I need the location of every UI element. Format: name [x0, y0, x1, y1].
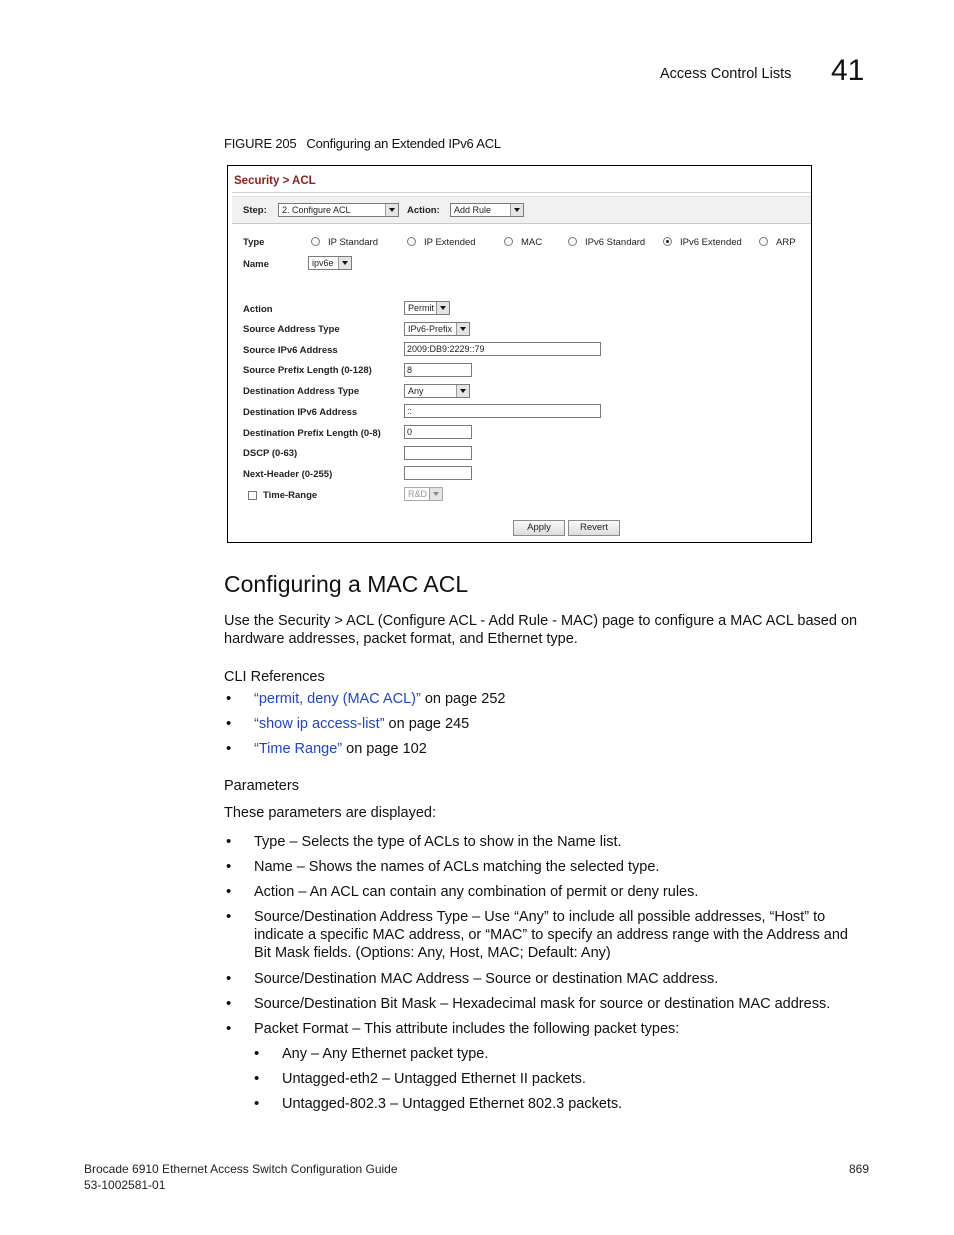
time-range-select[interactable] [404, 487, 443, 501]
dscp-input[interactable] [404, 446, 472, 460]
type-option-label: IP Extended [424, 237, 476, 248]
source-ipv6-input[interactable]: 2009:DB9:2229::79 [404, 342, 601, 356]
bullet: • [226, 995, 232, 1012]
breadcrumb: Security > ACL [234, 175, 316, 187]
param-desc: – Shows the names of ACLs matching the selected type. [292, 859, 660, 875]
step-select[interactable] [278, 203, 399, 217]
rule-action-value: Permit [408, 303, 435, 313]
param-text [254, 883, 860, 901]
revert-button[interactable]: Revert [568, 520, 620, 536]
bullet: • [226, 908, 232, 925]
packet-type-desc: – Untagged Ethernet 802.3 packets. [386, 1096, 623, 1112]
parameters-intro: These parameters are displayed: [224, 805, 436, 821]
type-option-label: IP Standard [328, 237, 379, 248]
bullet: • [226, 833, 232, 850]
cli-ref-page: on page 252 [420, 691, 506, 707]
param-text [254, 908, 860, 962]
time-range-checkbox[interactable] [248, 491, 257, 500]
cli-ref-link[interactable]: “Time Range” [254, 741, 343, 757]
destination-ipv6-input[interactable]: :: [404, 404, 601, 418]
type-radio-arp[interactable] [759, 237, 768, 246]
bullet: • [254, 1070, 260, 1087]
bullet: • [226, 883, 232, 900]
param-term: Source/Destination Address Type [254, 909, 469, 925]
param-term: Type [254, 834, 286, 850]
chapter-number: 41 [831, 54, 865, 87]
parameters-heading: Parameters [224, 778, 299, 794]
bullet: • [226, 858, 232, 875]
param-desc: – Selects the type of ACLs to show in the Name list. [285, 834, 622, 850]
footer-doc-number: 53-1002581-01 [84, 1178, 166, 1192]
field-label-source-ipv6: Source IPv6 Address [243, 345, 338, 356]
footer-doc-title: Brocade 6910 Ethernet Access Switch Configuration Guide [84, 1162, 398, 1176]
bullet: • [226, 740, 232, 757]
bullet: • [226, 715, 232, 732]
bullet: • [254, 1045, 260, 1062]
param-term: Packet Format [254, 1021, 349, 1037]
type-radio-ip-standard[interactable] [311, 237, 320, 246]
param-desc: – Hexadecimal mask for source or destination MAC address. [436, 996, 831, 1012]
param-desc: – Source or destination MAC address. [469, 971, 719, 987]
source-prefix-input[interactable]: 8 [404, 363, 472, 377]
source-address-type-select[interactable] [404, 322, 470, 336]
param-term: Source/Destination MAC Address [254, 971, 470, 987]
field-label-destination-ipv6: Destination IPv6 Address [243, 407, 358, 418]
bullet: • [226, 690, 232, 707]
param-text [254, 858, 860, 876]
cli-ref-page: on page 245 [384, 716, 470, 732]
type-option-label: ARP [776, 237, 796, 248]
action-select-value: Add Rule [454, 205, 492, 215]
type-radio-mac[interactable] [504, 237, 513, 246]
param-text [254, 995, 860, 1013]
packet-type-term: Any [282, 1046, 307, 1062]
type-label: Type [243, 237, 265, 248]
section-title: Access Control Lists [660, 66, 792, 82]
time-range-value: R&D [408, 489, 428, 499]
step-bar [232, 196, 811, 224]
cli-ref-page: on page 102 [342, 741, 427, 757]
cli-references-heading: CLI References [224, 669, 325, 685]
action-select[interactable] [450, 203, 524, 217]
chevron-down-icon [385, 204, 398, 216]
type-option-label: IPv6 Standard [585, 237, 646, 248]
chevron-down-icon [436, 302, 449, 314]
param-term: Source/Destination Bit Mask [254, 996, 437, 1012]
bullet: • [226, 1020, 232, 1037]
field-label-source-prefix: Source Prefix Length (0-128) [243, 365, 372, 376]
packet-type-text [282, 1070, 862, 1088]
field-label-destination-address-type: Destination Address Type [243, 386, 360, 397]
rule-action-select[interactable] [404, 301, 450, 315]
field-label-destination-prefix: Destination Prefix Length (0-8) [243, 428, 381, 439]
chevron-down-icon [510, 204, 523, 216]
param-text [254, 1020, 860, 1038]
chevron-down-icon [429, 488, 442, 500]
param-term: Action [254, 884, 295, 900]
chevron-down-icon [456, 385, 469, 397]
field-label-action: Action [243, 304, 273, 315]
cli-ref-text [254, 740, 860, 758]
figure-caption [224, 136, 501, 151]
type-radio-ipv6-standard[interactable] [568, 237, 577, 246]
cli-ref-link[interactable]: “permit, deny (MAC ACL)” [254, 691, 421, 707]
type-radio-ipv6-extended[interactable] [663, 237, 672, 246]
chevron-down-icon [338, 257, 351, 269]
field-label-source-address-type: Source Address Type [243, 324, 340, 335]
chevron-down-icon [456, 323, 469, 335]
name-select-value: ipv6e [312, 258, 334, 268]
field-label-time-range: Time-Range [263, 490, 318, 501]
field-label-dscp: DSCP (0-63) [243, 448, 298, 459]
bullet: • [226, 970, 232, 987]
name-select[interactable] [308, 256, 352, 270]
cli-ref-text [254, 690, 860, 708]
packet-type-term: Untagged-802.3 [282, 1096, 386, 1112]
packet-type-desc: – Untagged Ethernet II packets. [377, 1071, 586, 1087]
destination-prefix-input[interactable]: 0 [404, 425, 472, 439]
step-select-value: 2. Configure ACL [282, 205, 351, 215]
figure-label: FIGURE 205 [224, 136, 297, 151]
destination-address-type-value: Any [408, 386, 424, 396]
cli-ref-text [254, 715, 860, 733]
source-address-type-value: IPv6-Prefix [408, 324, 453, 334]
type-option-label: IPv6 Extended [680, 237, 742, 248]
footer-page-number: 869 [849, 1162, 870, 1176]
packet-type-term: Untagged-eth2 [282, 1071, 378, 1087]
section-intro: Use the Security > ACL (Configure ACL - Add Rule - MAC) page to configure a MAC ACL based on hardware addresses, packet format, and Ethernet type. [224, 613, 858, 647]
param-desc: – An ACL can contain any combination of permit or deny rules. [294, 884, 699, 900]
section-heading: Configuring a MAC ACL [224, 571, 469, 597]
breadcrumb-divider [232, 192, 811, 193]
param-term: Name [254, 859, 293, 875]
param-desc: – This attribute includes the following packet types: [348, 1021, 680, 1037]
param-text [254, 833, 860, 851]
packet-type-text [282, 1045, 862, 1063]
step-label: Step: [243, 205, 267, 216]
packet-type-desc: – Any Ethernet packet type. [307, 1046, 489, 1062]
type-option-label: MAC [521, 237, 543, 248]
type-radio-ip-extended[interactable] [407, 237, 416, 246]
name-label: Name [243, 259, 269, 270]
action-label: Action: [407, 205, 440, 216]
next-header-input[interactable] [404, 466, 472, 480]
apply-button[interactable]: Apply [513, 520, 565, 536]
param-desc: – Use “Any” to include all possible addresses, “Host” to indicate a specific MAC address, or “MAC” to specify an address range with the Address and Bit Mask fields. (Options: Any, Host, MAC; Default: Any) [254, 909, 848, 961]
param-text [254, 970, 860, 988]
packet-type-text [282, 1095, 862, 1113]
figure-caption-text: Configuring an Extended IPv6 ACL [306, 136, 501, 151]
field-label-next-header: Next-Header (0-255) [243, 469, 333, 480]
destination-address-type-select[interactable] [404, 384, 470, 398]
acl-screenshot [227, 165, 812, 543]
bullet: • [254, 1095, 260, 1112]
cli-ref-link[interactable]: “show ip access-list” [254, 716, 385, 732]
